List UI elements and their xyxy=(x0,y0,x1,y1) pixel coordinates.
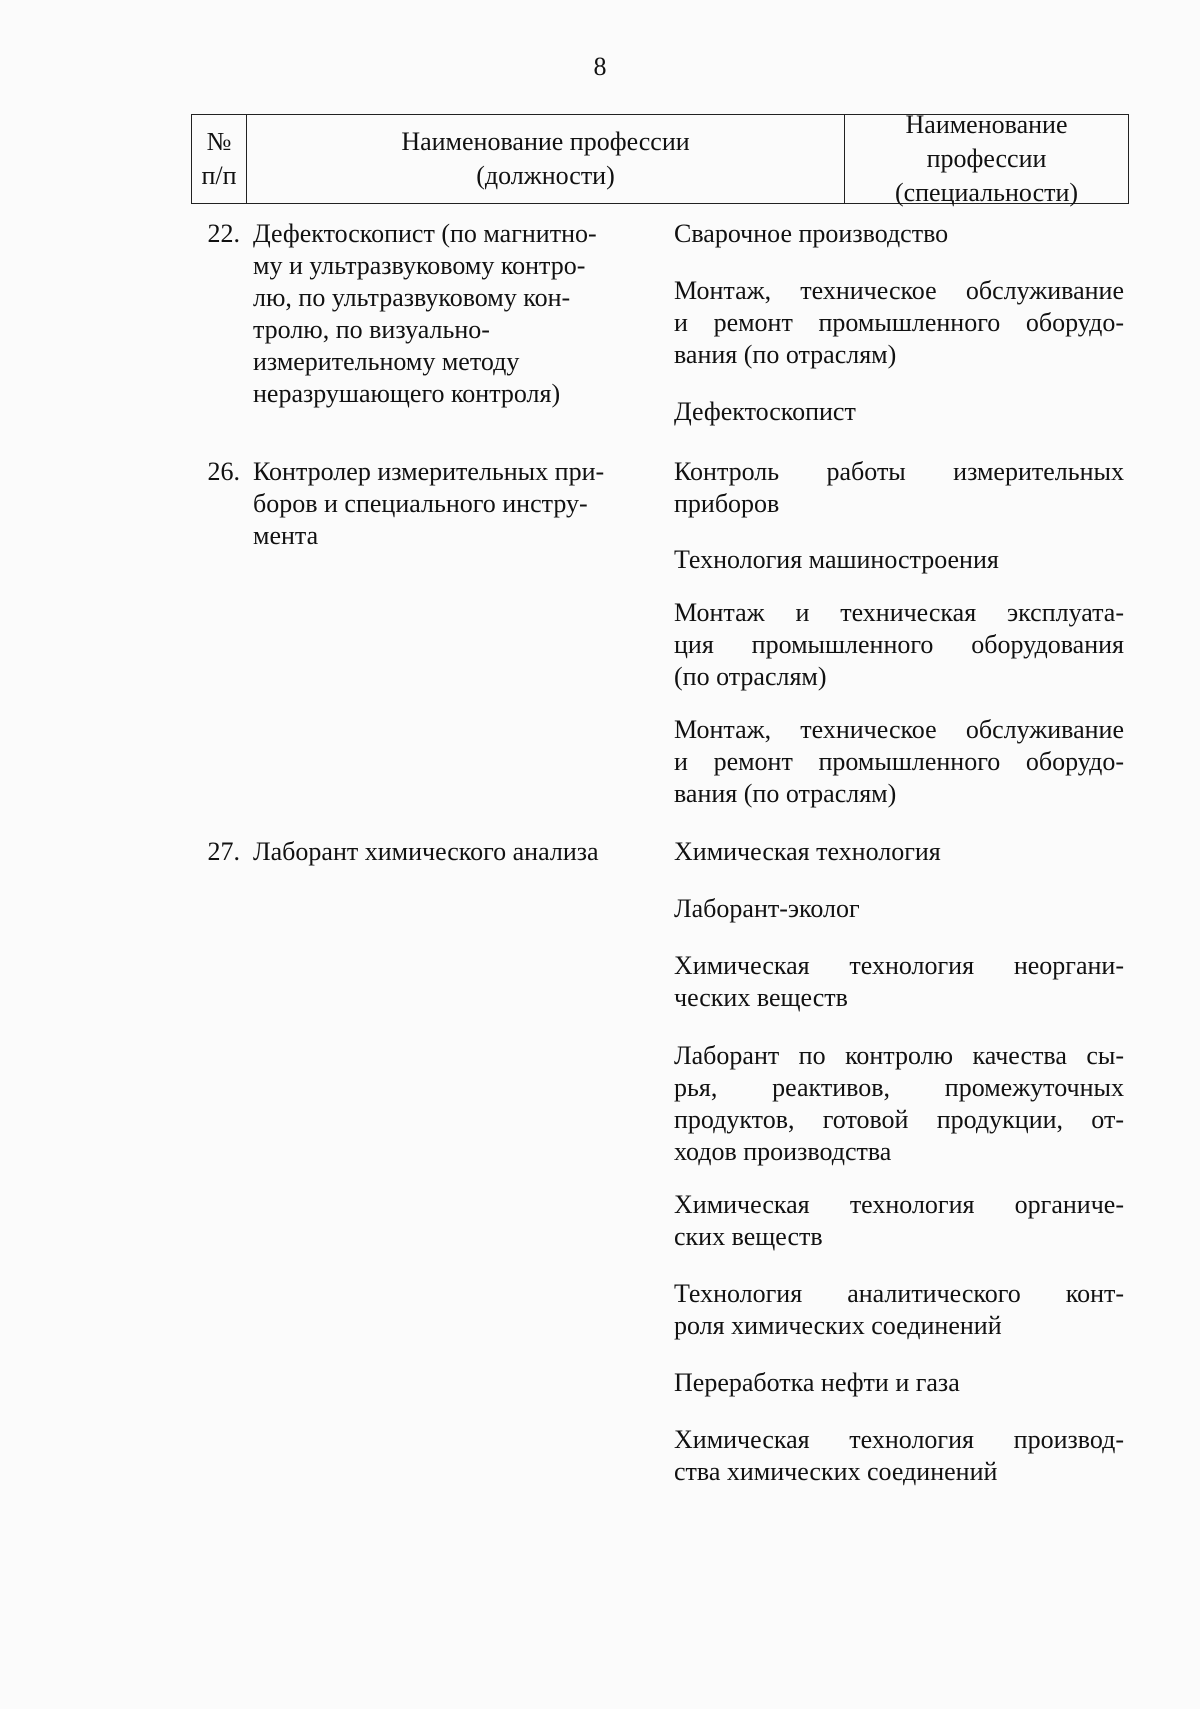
row-number: 26. xyxy=(207,457,240,486)
specialty-item xyxy=(674,950,1124,1014)
page-number: 8 xyxy=(593,52,607,81)
table-header xyxy=(191,110,1129,207)
specialty-line: приборов xyxy=(674,489,780,518)
specialty-line: Химическая технология xyxy=(674,837,941,866)
profession-line: му и ультразвуковому контро- xyxy=(253,251,586,280)
specialty-line: рья, реактивов, промежуточных xyxy=(674,1073,1124,1102)
specialty-item xyxy=(674,1424,1124,1488)
specialty-line: Технология аналитического конт- xyxy=(674,1279,1124,1308)
specialty-line: Монтаж и техническая эксплуата- xyxy=(674,598,1124,627)
specialty-line: ходов производства xyxy=(674,1137,892,1166)
specialty-line: ства химических соединений xyxy=(674,1457,998,1486)
profession-line: мента xyxy=(253,521,319,550)
specialty-line: Лаборант-эколог xyxy=(674,894,860,923)
specialty-item xyxy=(674,1278,1124,1342)
specialty-item xyxy=(674,714,1124,810)
specialty-line: и ремонт промышленного оборудо- xyxy=(674,747,1124,776)
specialty-item xyxy=(674,1367,1124,1399)
profession-cell xyxy=(253,456,653,552)
specialty-line: Монтаж, техническое обслуживание xyxy=(674,276,1124,305)
specialty-item xyxy=(674,597,1124,693)
specialty-item xyxy=(674,396,1124,428)
specialty-line: и ремонт промышленного оборудо- xyxy=(674,308,1124,337)
specialty-item xyxy=(674,544,1124,576)
profession-line: боров и специального инстру- xyxy=(253,489,588,518)
specialty-item xyxy=(674,218,1124,250)
profession-cell xyxy=(253,836,653,868)
profession-line: измерительному методу xyxy=(253,347,520,376)
profession-line: Лаборант химического анализа xyxy=(253,837,599,866)
specialty-item xyxy=(674,836,1124,868)
profession-line: Контролер измерительных при- xyxy=(253,457,605,486)
header-profession-column: Наименование профессии (должности) xyxy=(247,115,845,203)
specialty-line: продуктов, готовой продукции, от- xyxy=(674,1105,1124,1134)
specialty-line: Сварочное производство xyxy=(674,219,949,248)
specialty-line: Лаборант по контролю качества сы- xyxy=(674,1041,1124,1070)
specialty-line: Технология машиностроения xyxy=(674,545,999,574)
row-number: 22. xyxy=(207,219,240,248)
row-number: 27. xyxy=(207,837,240,866)
specialty-line: ческих веществ xyxy=(674,983,848,1012)
profession-line: Дефектоскопист (по магнитно- xyxy=(253,219,597,248)
specialty-item xyxy=(674,1189,1124,1253)
specialty-line: Переработка нефти и газа xyxy=(674,1368,960,1397)
specialty-line: ских веществ xyxy=(674,1222,823,1251)
specialty-line: (по отраслям) xyxy=(674,662,827,691)
header-number-column: № п/п xyxy=(192,115,247,203)
specialty-line: Химическая технология производ- xyxy=(674,1425,1124,1454)
header-specialty-column: Наименование профессии (специальности) xyxy=(894,110,1079,207)
profession-line: тролю, по визуально- xyxy=(253,315,490,344)
specialty-item xyxy=(674,275,1124,371)
specialty-line: Химическая технология органиче- xyxy=(674,1190,1124,1219)
specialty-line: вания (по отраслям) xyxy=(674,779,897,808)
specialty-line: Контроль работы измерительных xyxy=(674,457,1124,486)
profession-cell xyxy=(253,218,653,410)
specialty-line: роля химических соединений xyxy=(674,1311,1002,1340)
specialty-line: Дефектоскопист xyxy=(674,397,856,426)
specialty-line: вания (по отраслям) xyxy=(674,340,897,369)
profession-line: лю, по ультразвуковому кон- xyxy=(253,283,571,312)
specialty-line: Монтаж, техническое обслуживание xyxy=(674,715,1124,744)
specialty-line: ция промышленного оборудования xyxy=(674,630,1124,659)
specialty-item xyxy=(674,456,1124,520)
profession-line: неразрушающего контроля) xyxy=(253,379,561,408)
specialty-line: Химическая технология неоргани- xyxy=(674,951,1124,980)
specialty-item xyxy=(674,893,1124,925)
specialty-item xyxy=(674,1040,1124,1168)
